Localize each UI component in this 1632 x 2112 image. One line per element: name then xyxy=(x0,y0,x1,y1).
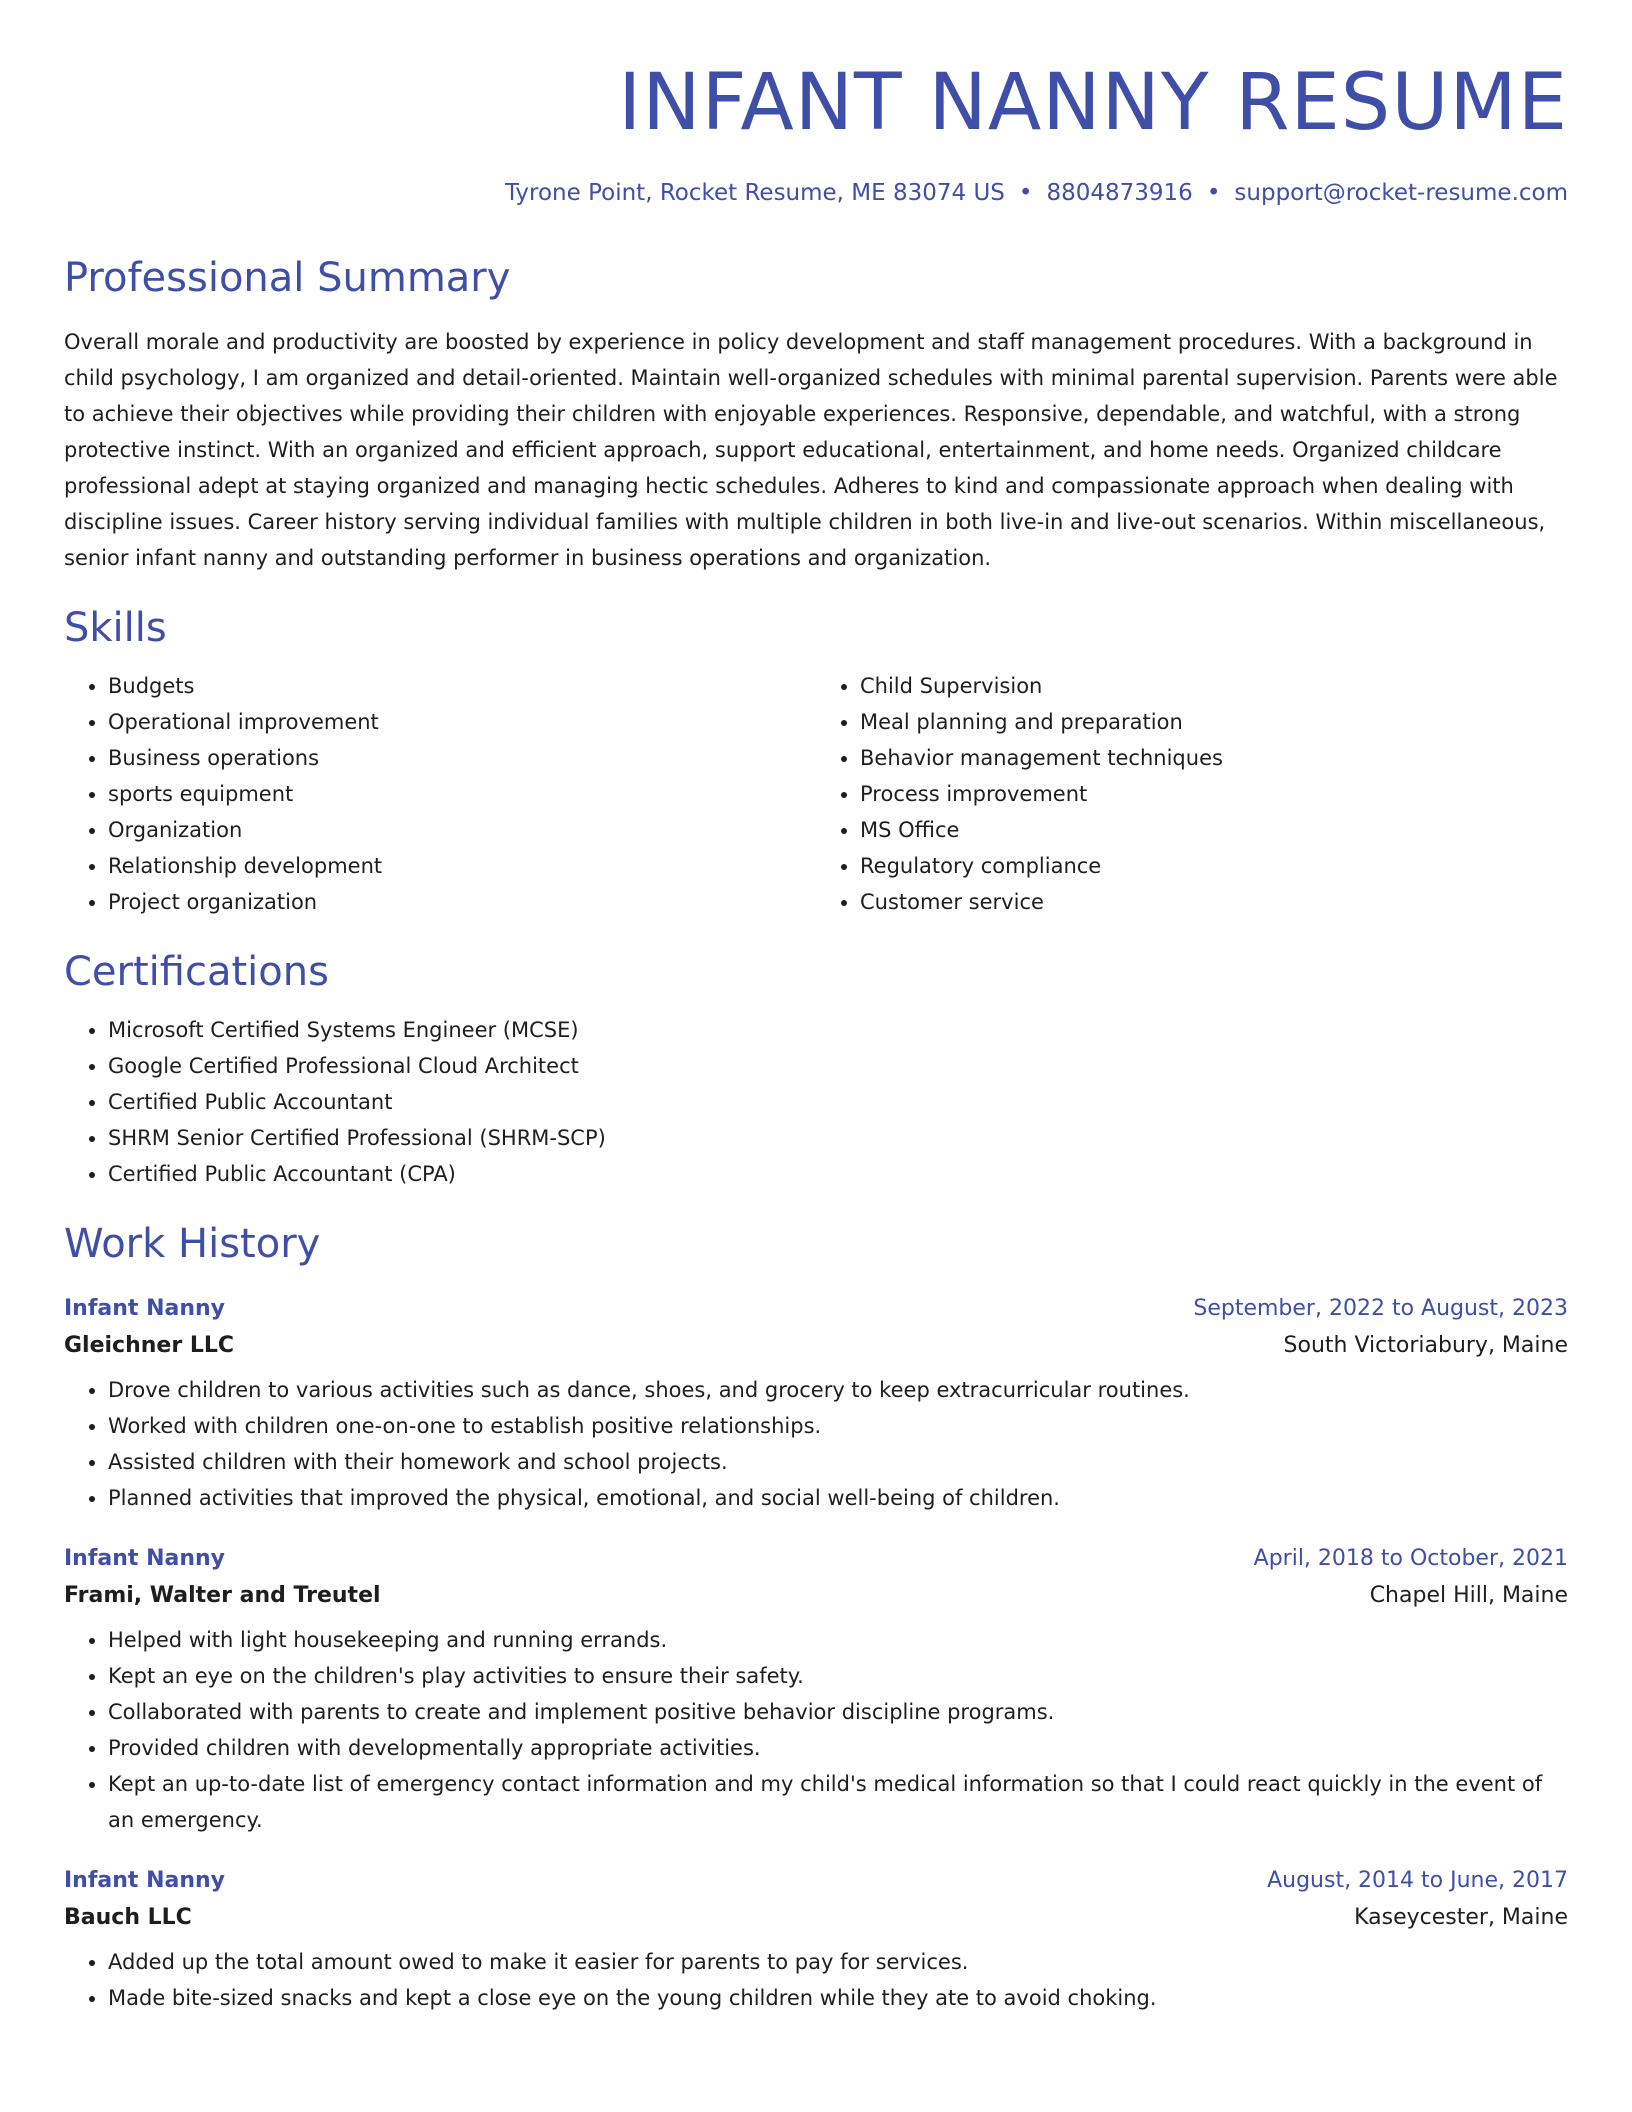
skill-item: • Child Supervision xyxy=(860,668,1568,704)
skill-item: • Business operations xyxy=(108,740,816,776)
job-header xyxy=(64,1546,1568,1571)
skill-item: • Project organization xyxy=(108,884,816,920)
skill-item: • Relationship development xyxy=(108,848,816,884)
skills-grid xyxy=(64,668,1568,920)
job-bullet: • Provided children with developmentally appropriate activities. xyxy=(108,1730,1568,1766)
job-header xyxy=(64,1868,1568,1893)
contact-email: support@rocket-resume.com xyxy=(1234,180,1568,206)
job-location: South Victoriabury, Maine xyxy=(1283,1333,1568,1358)
job-subheader xyxy=(64,1905,1568,1930)
job-entry xyxy=(64,1296,1568,1516)
skill-item: • Behavior management techniques xyxy=(860,740,1568,776)
job-bullets xyxy=(64,1622,1568,1838)
certification-item: • Google Certified Professional Cloud Architect xyxy=(108,1048,1568,1084)
skills-list-right xyxy=(816,668,1568,920)
job-bullet: • Assisted children with their homework and school projects. xyxy=(108,1444,1568,1480)
job-bullet: • Kept an up-to-date list of emergency contact information and my child's medical information so that I could react quickly in the event of an emergency. xyxy=(108,1766,1568,1838)
job-header xyxy=(64,1296,1568,1321)
job-company: Frami, Walter and Treutel xyxy=(64,1583,381,1608)
certification-item: • SHRM Senior Certified Professional (SHRM-SCP) xyxy=(108,1120,1568,1156)
resume-page xyxy=(64,0,1568,2016)
summary-text: Overall morale and productivity are boosted by experience in policy development and staff management procedures. With a background in child psychology, I am organized and detail-oriented. Maintain well-organized schedules with minimal parental supervision. Parents were able to achieve their objectives while providing their children with enjoyable experiences. Responsive, dependable, and watchful, with a strong protective instinct. With an organized and efficient approach, support educational, entertainment, and home needs. Organized childcare professional adept at staying organized and managing hectic schedules. Adheres to kind and compassionate approach when dealing with discipline issues. Career history serving individual families with multiple children in both live-in and live-out scenarios. Within miscellaneous, senior infant nanny and outstanding performer in business operations and organization. xyxy=(64,330,1558,570)
skills-list-left xyxy=(64,668,816,920)
skill-item: • Process improvement xyxy=(860,776,1568,812)
contact-address: Tyrone Point, Rocket Resume, ME 83074 US xyxy=(504,180,1005,206)
certification-item: • Certified Public Accountant xyxy=(108,1084,1568,1120)
job-bullets xyxy=(64,1944,1568,2016)
skill-item: • Regulatory compliance xyxy=(860,848,1568,884)
job-bullet: • Planned activities that improved the physical, emotional, and social well-being of children. xyxy=(108,1480,1568,1516)
contact-phone: 8804873916 xyxy=(1046,180,1193,206)
job-bullet: • Added up the total amount owed to make it easier for parents to pay for services. xyxy=(108,1944,1568,1980)
skill-item: • MS Office xyxy=(860,812,1568,848)
job-bullet: • Kept an eye on the children's play activities to ensure their safety. xyxy=(108,1658,1568,1694)
skill-item: • Customer service xyxy=(860,884,1568,920)
job-bullet: • Helped with light housekeeping and running errands. xyxy=(108,1622,1568,1658)
section-title-summary: Professional Summary xyxy=(64,255,511,301)
skill-item: • Meal planning and preparation xyxy=(860,704,1568,740)
skill-item: • Organization xyxy=(108,812,816,848)
job-entry xyxy=(64,1546,1568,1838)
job-bullet: • Collaborated with parents to create and implement positive behavior discipline programs. xyxy=(108,1694,1568,1730)
job-dates: August, 2014 to June, 2017 xyxy=(1267,1868,1568,1893)
job-subheader xyxy=(64,1583,1568,1608)
contact-separator: • xyxy=(1206,180,1221,206)
job-title: Infant Nanny xyxy=(64,1868,226,1893)
contact-line xyxy=(64,180,1568,206)
certification-item: • Microsoft Certified Systems Engineer (MCSE) xyxy=(108,1012,1568,1048)
certification-item: • Certified Public Accountant (CPA) xyxy=(108,1156,1568,1192)
job-bullet: • Drove children to various activities such as dance, shoes, and grocery to keep extracurricular routines. xyxy=(108,1372,1568,1408)
job-subheader xyxy=(64,1333,1568,1358)
resume-name: INFANT NANNY RESUME xyxy=(618,58,1568,148)
section-title-skills: Skills xyxy=(64,605,167,651)
job-title: Infant Nanny xyxy=(64,1546,226,1571)
skill-item: • Operational improvement xyxy=(108,704,816,740)
job-location: Chapel Hill, Maine xyxy=(1369,1583,1568,1608)
job-bullet: • Made bite-sized snacks and kept a close eye on the young children while they ate to avoid choking. xyxy=(108,1980,1568,2016)
job-bullet: • Worked with children one-on-one to establish positive relationships. xyxy=(108,1408,1568,1444)
job-company: Gleichner LLC xyxy=(64,1333,235,1358)
job-title: Infant Nanny xyxy=(64,1296,226,1321)
skill-item: • Budgets xyxy=(108,668,816,704)
job-company: Bauch LLC xyxy=(64,1905,192,1930)
job-dates: September, 2022 to August, 2023 xyxy=(1193,1296,1568,1321)
section-title-work-history: Work History xyxy=(64,1221,321,1267)
section-title-certifications: Certifications xyxy=(64,949,329,995)
certifications-list xyxy=(64,1012,1568,1192)
job-bullets xyxy=(64,1372,1568,1516)
job-location: Kaseycester, Maine xyxy=(1354,1905,1568,1930)
job-dates: April, 2018 to October, 2021 xyxy=(1253,1546,1568,1571)
contact-separator: • xyxy=(1018,180,1033,206)
skill-item: • sports equipment xyxy=(108,776,816,812)
job-entry xyxy=(64,1868,1568,2016)
